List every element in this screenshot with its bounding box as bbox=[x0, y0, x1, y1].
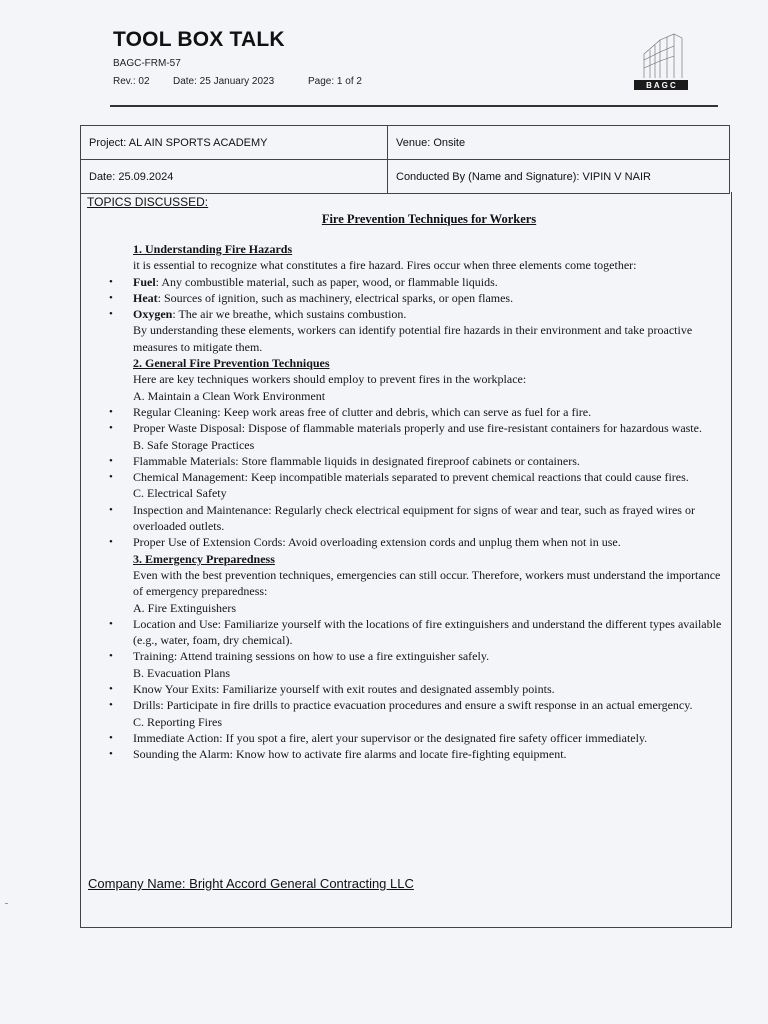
document-heading-text: Fire Prevention Techniques for Workers bbox=[321, 212, 537, 226]
topics-label: TOPICS DISCUSSED: bbox=[87, 195, 209, 209]
list-item: • Flammable Materials: Store flammable liquids in designated fireproof cabinets or containers. bbox=[109, 453, 580, 468]
list-item: • Drills: Participate in fire drills to practice evacuation procedures and ensure a swift response in an actual emergency. bbox=[109, 698, 693, 713]
page-number: Page: 1 of 2 bbox=[308, 76, 362, 87]
bullet-icon: • bbox=[109, 748, 113, 761]
conducted-by-cell: Conducted By (Name and Signature): VIPIN V NAIR bbox=[388, 160, 730, 194]
list-item-text: : The air we breathe, which sustains combustion. bbox=[172, 307, 407, 322]
list-item: • Inspection and Maintenance: Regularly check electrical equipment for signs of wear and tear, such as frayed wires or overloaded outlets. bbox=[109, 502, 695, 534]
list-item: • Location and Use: Familiarize yourself with the locations of fire extinguishers and understand the different types available (e.g., water, foam, dry chemical). bbox=[109, 616, 722, 648]
bullet-icon: • bbox=[109, 471, 113, 484]
bullet-icon: • bbox=[109, 308, 113, 321]
section-1-heading: 1. Understanding Fire Hazards bbox=[133, 242, 293, 256]
list-item-term: Oxygen bbox=[133, 307, 173, 322]
list-item-term: Heat bbox=[133, 290, 158, 305]
section-1-outro: By understanding these elements, workers can identify potential fire hazards in their environment and take proactive measures to mitigate them. bbox=[133, 323, 693, 354]
list-item: • Proper Use of Extension Cords: Avoid overloading extension cords and unplug them when not in use. bbox=[109, 535, 621, 550]
bullet-icon: • bbox=[109, 536, 113, 549]
form-date: Date: 25 January 2023 bbox=[173, 76, 275, 87]
section-1-intro: it is essential to recognize what constitutes a fire hazard. Fires occur when three elements come together: bbox=[133, 258, 637, 273]
scan-mark bbox=[5, 903, 8, 904]
list-item bbox=[109, 290, 723, 306]
company-name: Company Name: Bright Accord General Contracting LLC bbox=[88, 876, 414, 891]
list-item-text: : Sources of ignition, such as machinery, electrical sparks, or open flames. bbox=[157, 290, 514, 305]
subsection-heading: B. Evacuation Plans bbox=[133, 665, 230, 680]
bullet-icon: • bbox=[109, 275, 113, 288]
section-3-heading: 3. Emergency Preparedness bbox=[133, 551, 275, 566]
info-table bbox=[80, 125, 730, 194]
subsection-heading: C. Reporting Fires bbox=[133, 714, 222, 729]
list-item: • Training: Attend training sessions on how to use a fire extinguisher safely. bbox=[109, 649, 490, 664]
section-2-intro: Here are key techniques workers should employ to prevent fires in the workplace: bbox=[133, 372, 527, 387]
list-item: • Chemical Management: Keep incompatible materials separated to prevent chemical reactions that could cause fires. bbox=[109, 470, 689, 485]
subsection-heading: A. Fire Extinguishers bbox=[133, 600, 236, 615]
subsection-heading: B. Safe Storage Practices bbox=[133, 437, 255, 452]
list-item bbox=[109, 306, 723, 322]
subsection-heading: C. Electrical Safety bbox=[133, 486, 227, 501]
bullet-icon: • bbox=[109, 454, 113, 467]
company-logo bbox=[630, 30, 690, 92]
section-3-intro: Even with the best prevention techniques, emergencies can still occur. Therefore, workers must understand the importance of emergency preparedness: bbox=[133, 567, 721, 599]
header-divider bbox=[110, 105, 718, 107]
list-item: • Proper Waste Disposal: Dispose of flammable materials properly and use fire-resistant containers for hazardous waste. bbox=[109, 421, 702, 436]
venue-cell: Venue: Onsite bbox=[388, 126, 730, 160]
document-body bbox=[109, 241, 723, 763]
list-item: • Regular Cleaning: Keep work areas free of clutter and debris, which can serve as fuel for a fire. bbox=[109, 404, 592, 419]
list-item: • Know Your Exits: Familiarize yourself with exit routes and designated assembly points. bbox=[109, 682, 555, 697]
bullet-icon: • bbox=[109, 650, 113, 663]
page-title: TOOL BOX TALK bbox=[113, 28, 285, 51]
list-item bbox=[109, 274, 723, 290]
form-code: BAGC-FRM-57 bbox=[113, 58, 181, 69]
bullet-icon: • bbox=[109, 731, 113, 744]
list-item: • Immediate Action: If you spot a fire, alert your supervisor or the designated fire safety officer immediately. bbox=[109, 730, 648, 745]
bullet-icon: • bbox=[109, 699, 113, 712]
bullet-icon: • bbox=[109, 291, 113, 304]
revision-number: Rev.: 02 bbox=[113, 76, 150, 87]
date-cell: Date: 25.09.2024 bbox=[81, 160, 388, 194]
document-heading bbox=[0, 212, 768, 227]
list-item-text: : Any combustible material, such as paper, wood, or flammable liquids. bbox=[155, 274, 498, 289]
bullet-icon: • bbox=[109, 503, 113, 516]
logo-text: B A G C bbox=[646, 81, 676, 90]
subsection-heading: A. Maintain a Clean Work Environment bbox=[133, 388, 326, 403]
list-item-term: Fuel bbox=[133, 274, 156, 289]
bullet-icon: • bbox=[109, 422, 113, 435]
bullet-icon: • bbox=[109, 405, 113, 418]
list-item: • Sounding the Alarm: Know how to activate fire alarms and locate fire-fighting equipment. bbox=[109, 747, 567, 762]
section-2-heading: 2. General Fire Prevention Techniques bbox=[133, 356, 330, 371]
bullet-icon: • bbox=[109, 617, 113, 630]
project-cell: Project: AL AIN SPORTS ACADEMY bbox=[81, 126, 388, 160]
bullet-icon: • bbox=[109, 683, 113, 696]
